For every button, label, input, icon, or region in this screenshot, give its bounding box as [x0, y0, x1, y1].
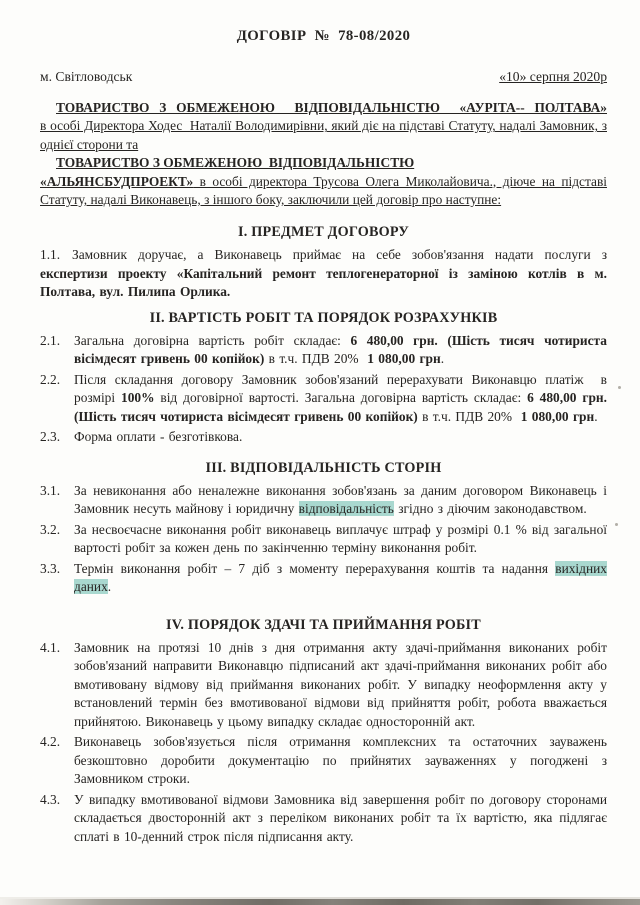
text-run: . [107, 579, 112, 595]
text-run: експертизи проекту «Капітальний ремонт теплогенераторної із заміною котлів в м. Полтава, вул. Пилипа Орлика. [40, 265, 607, 300]
text-run: Виконавець зобов'язується після отримання комплексних та остаточних зауважень безкоштовно доробити документацію по прийнятих зауваженнях у погоджені з Замовником строки. [74, 734, 607, 787]
paragraph-4.2 [40, 733, 607, 789]
sections [40, 224, 607, 846]
text-run: в особі Директора Ходес Наталії Володимирівни, який діє на підставі Статуту, надалі Замовник, з однієї сторони та [40, 118, 607, 152]
section-heading: ІІІ. ВІДПОВІДАЛЬНІСТЬ СТОРІН [205, 459, 442, 476]
page-bottom-edge [0, 899, 640, 905]
paragraph-3.3 [40, 560, 607, 597]
text-run: Замовник на протязі 10 днів з дня отримання акту здачі-приймання виконаних робіт зобов'язаний направити Виконавцю підписаний акт здачі-приймання виконаних робіт або вмотивовану відмову від приймання виконаних робіт. У випадку неоформлення акту у встановлений термін без вмотивованої відмови від прийняття робіт, робота вважається прийнятою. Виконавець у цьому випадку складає односторонній акт. [74, 639, 607, 729]
section-heading: ІІ. ВАРТІСТЬ РОБІТ ТА ПОРЯДОК РОЗРАХУНКІВ [149, 309, 498, 326]
text-run: Термін виконання робіт – 7 діб з моменту перерахування коштів та надання [74, 560, 556, 576]
paragraph-4.1 [40, 639, 607, 732]
text-run: від договірної вартості. Загальна договірна вартість складає: [154, 390, 528, 406]
paragraph-3.1 [40, 482, 607, 519]
section-2 [40, 310, 607, 447]
section-heading: І. ПРЕДМЕТ ДОГОВОРУ [238, 224, 409, 241]
paragraph-4.3 [40, 791, 607, 847]
paragraph-number: 2.3. [40, 429, 61, 445]
section-1 [40, 224, 607, 302]
paragraph-2.2 [40, 371, 607, 427]
paragraph-3.2 [40, 521, 607, 558]
place-date-row [40, 69, 607, 85]
text-run: 6 480,00 грн. (Шість тисяч чотириста вісімдесят гривень 00 копійок) [74, 390, 607, 424]
scan-speck [618, 386, 621, 389]
preamble-paragraph [40, 154, 607, 209]
text-run: в т.ч. ПДВ 20% [417, 408, 521, 424]
paragraph-number: 3.3. [40, 560, 61, 576]
paragraph-number: 2.1. [40, 332, 61, 348]
text-run: Загальна договірна вартість робіт складає: [74, 332, 351, 348]
text-run: У випадку вмотивованої відмови Замовника від завершення робіт по договору сторонами складається двосторонній акт з переліком виконаних робіт та їх вартістю, яка підлягає сплаті в 10-денний строк після підписання акту. [74, 791, 607, 844]
paragraph-number: 1.1. [40, 247, 61, 263]
text-run: За несвоєчасне виконання робіт виконавець виплачує штраф у розмірі 0.1 % від загальної вартості робіт за кожен день по закінченню терміну виконання робіт. [74, 521, 607, 556]
text-run: . [440, 351, 445, 367]
preamble-paragraph [40, 117, 607, 154]
text-run: в особі директора Трусова Олега Миколайовича., діюче на підставі Статуту, надалі Виконавець, з іншого боку, заключили цей договір про наступне: [40, 173, 607, 208]
text-run: 6 480,00 грн. (Шість тисяч чотириста вісімдесят гривень 00 копійок) [74, 332, 607, 367]
paragraph-number: 4.1. [40, 639, 61, 655]
text-run: ТОВАРИСТВО З ОБМЕЖЕНОЮ ВІДПОВІДАЛЬНІСТЮ «АУРІТА-- ПОЛТАВА» [56, 100, 607, 115]
paragraph-number: 2.2. [40, 371, 61, 387]
paragraph-2.3 [40, 428, 607, 447]
text-run: 1 080,00 грн [520, 408, 595, 424]
text-run: 1 080,00 грн [367, 351, 441, 367]
scan-speck [615, 523, 618, 526]
paragraph-1.1 [40, 246, 607, 302]
paragraph-2.1 [40, 332, 607, 369]
highlighted-text: вихідних даних [74, 560, 607, 595]
text-run: ТОВАРИСТВО З ОБМЕЖЕНОЮ ВІДПОВІДАЛЬНІСТЮ [56, 155, 415, 171]
text-run: . [594, 408, 598, 424]
paragraph-number: 3.2. [40, 521, 61, 537]
contract-place: м. Світловодськ [40, 69, 133, 84]
contract-date: «10» серпня 2020р [499, 69, 607, 84]
text-run: «АЛЬЯНСБУДПРОЕКТ» [40, 173, 194, 189]
paragraph-number: 4.2. [40, 734, 61, 750]
paragraph-number: 3.1. [40, 482, 61, 498]
paragraph-number: 4.3. [40, 791, 61, 807]
text-run: Форма оплати - безготівкова. [74, 429, 243, 445]
text-run: За невиконання або неналежне виконання зобов'язань за даним договором Виконавець і Замовник несуть майнову і юридичну [74, 482, 607, 517]
preamble [40, 99, 607, 209]
section-heading: IV. ПОРЯДОК ЗДАЧІ ТА ПРИЙМАННЯ РОБІТ [166, 616, 481, 633]
section-4 [40, 617, 607, 847]
highlighted-text: відповідальність [298, 501, 394, 517]
text-run: Замовник доручає, а Виконавець приймає на себе зобов'язання надати послуги з [72, 247, 607, 263]
text-run: 100% [121, 390, 155, 406]
preamble-paragraph [40, 99, 607, 117]
document-title: ДОГОВІР № 78-08/2020 [236, 28, 411, 44]
text-run: Після складання договору Замовник зобов'язаний перерахувати Виконавцю платіж в розмірі [74, 371, 607, 406]
text-run: в т.ч. ПДВ 20% [264, 351, 368, 367]
section-3 [40, 460, 607, 597]
text-run: згідно з діючим законодавством. [393, 501, 587, 517]
